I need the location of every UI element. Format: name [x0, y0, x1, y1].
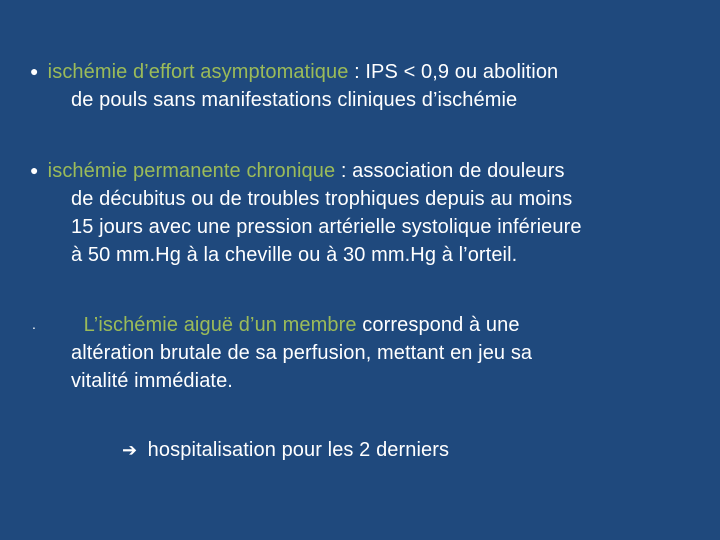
bullet-line: [30, 156, 582, 185]
bullet-item-acute-ischemia: [30, 310, 532, 395]
conclusion-text-line: [122, 436, 449, 464]
conclusion-text: hospitalisation pour les 2 derniers: [147, 439, 450, 461]
highlighted-term: L’ischémie aiguë d’un membre: [83, 314, 357, 336]
bullet-continuation-line: à 50 mm.Hg à la cheville ou à 30 mm.Hg à l’orteil.: [71, 244, 518, 266]
bullet-dot-icon: ●: [30, 63, 39, 79]
bullet-line: [30, 57, 558, 86]
bullet-continuation-line: vitalité immédiate.: [71, 370, 233, 392]
bullet-text: : IPS < 0,9 ou abolition: [348, 61, 559, 83]
bullet-dot-icon: ●: [30, 162, 39, 178]
bullet-text: correspond à une: [356, 314, 520, 336]
bullet-line: [30, 310, 532, 339]
bullet-item-effort-ischemia: [30, 57, 558, 114]
bullet-continuation-line: de pouls sans manifestations cliniques d’ischémie: [71, 89, 518, 111]
bullet-period-mark: .: [32, 316, 36, 332]
arrow-right-icon: ➔: [122, 440, 138, 460]
bullet-item-chronic-ischemia: [30, 156, 582, 269]
bullet-continuation-line: altération brutale de sa perfusion, mettant en jeu sa: [71, 342, 533, 364]
highlighted-term: ischémie permanente chronique: [47, 160, 336, 182]
conclusion-line: [122, 436, 449, 464]
highlighted-term: ischémie d’effort asymptomatique: [47, 61, 349, 83]
bullet-continuation-line: 15 jours avec une pression artérielle systolique inférieure: [71, 216, 582, 238]
bullet-text: : association de douleurs: [335, 160, 565, 182]
bullet-continuation-line: de décubitus ou de troubles trophiques depuis au moins: [71, 188, 573, 210]
